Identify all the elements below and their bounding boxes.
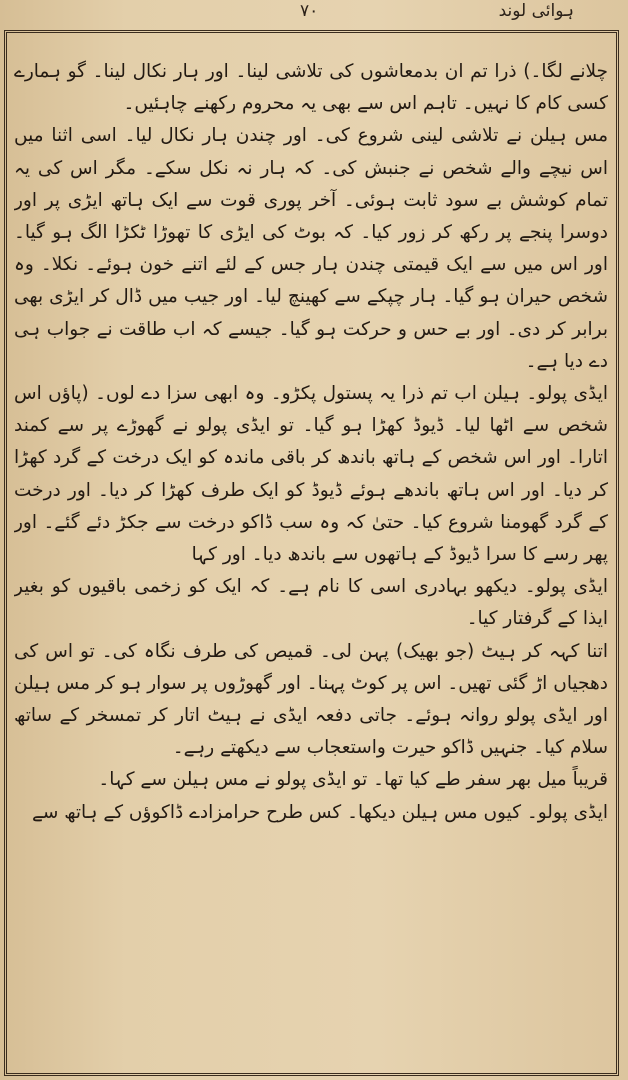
paragraph-5: اتنا کہہ کر ہیٹ (جو بھیک) پہن لی۔ قمیص کی طرف نگاہ کی۔ تو اس کی دھجیاں اڑ گئی تھیں۔ اس پر کوٹ پہنا۔ اور گھوڑوں پر سوار ہو کر مس ہیلن اور ایڈی پولو روانہ ہوئے۔ جاتی دفعہ ایڈی نے ہیٹ اتار کر تمسخر کے ساتھ سلام کیا۔ جنہیں ڈاکو حیرت واستعجاب سے دیکھتے رہے۔	[14, 640, 608, 759]
paragraph-4: ایڈی پولو۔ دیکھو بہادری اسی کا نام ہے۔ کہ ایک کو زخمی باقیوں کو بغیر ایذا کے گرفتار کیا۔	[14, 576, 608, 630]
body-text	[14, 56, 608, 1072]
page-header	[0, 0, 628, 26]
page-number: ٧٠	[300, 1, 319, 21]
running-title: ہوائی لوند	[498, 1, 574, 21]
paragraph-1: چلانے لگا۔) ذرا تم ان بدمعاشوں کی تلاشی لینا۔ اور ہار نکال لینا۔ گو ہمارے کسی کام کا نہیں۔ تاہم اس سے بھی یہ محروم رکھنے چاہئیں۔	[14, 61, 608, 115]
paragraph-7: ایڈی پولو۔ کیوں مس ہیلن دیکھا۔ کس طرح حرامزادے ڈاکوؤں کے ہاتھ سے	[31, 801, 608, 823]
paragraph-3: ایڈی پولو۔ ہیلن اب تم ذرا یہ پستول پکڑو۔ وہ ابھی سزا دے لوں۔ (پاؤں اس شخص سے اٹھا لیا۔ ڈیوڈ کھڑا ہو گیا۔ تو ایڈی پولو نے گھوڑے پر سے کمند اتارا۔ اور اس شخص کے ہاتھ باندھ کر باقی ماندہ کو ایک درخت کے گرد کھڑا کر دیا۔ اور اس ہاتھ باندھے ہوئے ڈیوڈ کو ایک طرف کھڑا کر دیا۔ اور درخت کے گرد گھومنا شروع کیا۔ حتیٰ کہ وہ سب ڈاکو درخت سے جکڑ دئے گئے۔ اور پھر رسے کا سرا ڈیوڈ کے ہاتھوں سے باندھ دیا۔ اور کہا	[14, 383, 608, 566]
paragraph-6: قریباً میل بھر سفر طے کیا تھا۔ تو ایڈی پولو نے مس ہیلن سے کہا۔	[98, 769, 608, 791]
paragraph-2: مس ہیلن نے تلاشی لینی شروع کی۔ اور چندن ہار نکال لیا۔ اسی اثنا میں اس نیچے والے شخص نے جنبش کی۔ کہ ہار نہ نکل سکے۔ مگر اس کی یہ تمام کوشش بے سود ثابت ہوئی۔ آخر پوری قوت سے ایک ہاتھ ایڑی پر اور دوسرا پنجے پر رکھ کر زور کیا۔ کہ بوٹ کی ایڑی کا تھوڑا ٹکڑا الگ ہو گیا۔ اور اس میں سے ایک قیمتی چندن ہار جس کے لئے اتنے خون ہوئے۔ نکلا۔ وہ شخص حیران ہو گیا۔ ہار چپکے سے کھینچ لیا۔ اور جیب میں ڈال کر ایڑی بھی برابر کر دی۔ اور بے حس و حرکت ہو گیا۔ جیسے کہ اب طاقت نے جواب ہی دے دیا ہے۔	[14, 125, 608, 372]
